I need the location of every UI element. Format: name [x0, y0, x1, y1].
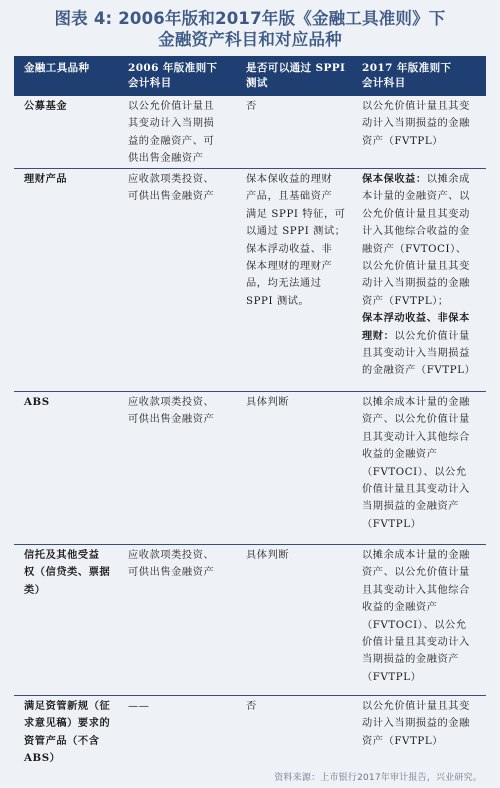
cell-line: 以公允价值计量且其变	[362, 701, 470, 712]
cell-line: 资产（FVTPL）	[362, 735, 443, 747]
cell-line: 资产（FVTPL）	[362, 135, 443, 147]
row-2006-account	[128, 171, 242, 206]
source-note: 资料来源：上市银行2017年审计报告，兴业研究。	[274, 773, 482, 783]
cell-line: 品，均无法通过	[246, 278, 322, 290]
cell-line: ——	[128, 701, 150, 712]
cell-line: 以通过 SPPI 测试；	[246, 226, 346, 238]
label-guaranteed: 保本保收益：	[362, 173, 427, 185]
cell-line: 类）	[24, 583, 46, 596]
cell-line: 应收款项类投资、	[128, 397, 215, 408]
cell-line: 以公允价值计量且	[128, 101, 215, 112]
cell-line: 应收款项类投资、	[128, 174, 215, 185]
cell-line: SPPI 测试。	[246, 295, 310, 307]
cell-line: 权（信贷类、票据	[24, 566, 111, 579]
table-row	[14, 392, 486, 545]
table-row	[14, 169, 486, 392]
row-sppi	[246, 171, 358, 310]
cell-line: 其变动计入当期损	[128, 118, 215, 130]
row-2006-account	[128, 98, 242, 168]
cell-line: （FVTOCI）、以公允	[362, 619, 467, 631]
row-instrument	[24, 547, 122, 599]
row-instrument	[24, 698, 122, 768]
header-instrument: 金融工具品种	[24, 62, 90, 74]
cell-line: 可供出售金融资产	[128, 567, 215, 579]
cell-line: 产品，且基础资产	[246, 191, 333, 203]
label-floating-2: 理财：	[362, 329, 395, 342]
cell-line: 以摊余成本计量的金融	[362, 550, 470, 561]
cell-text: 以摊余成	[426, 174, 470, 185]
cell-line: 具体判断	[246, 550, 290, 561]
table-row	[14, 545, 486, 696]
header-2006-line1: 2006 年版准则下	[128, 62, 218, 74]
cell-line: 益的金融资产、可	[128, 135, 215, 147]
cell-line: 融资产（FVTOCI）、	[362, 243, 467, 255]
cell-line: 保本保收益的理财	[246, 174, 333, 185]
figure-title	[0, 8, 500, 50]
header-2006-account	[128, 61, 242, 91]
cell-line: 资产（FVTPL）；	[362, 295, 449, 307]
row-2017-account	[362, 698, 484, 750]
cell-line: 且其变动计入其他综合	[362, 584, 470, 596]
header-2017-line1: 2017 年版准则下	[362, 62, 452, 74]
header-2006-line2: 会计科目	[128, 77, 172, 89]
header-sppi-line1: 是否可以通过 SPPI	[246, 62, 346, 74]
header-2017-account	[362, 61, 484, 91]
cell-line	[362, 328, 484, 345]
cell-line: 可供出售金融资产	[128, 414, 215, 426]
row-instrument	[24, 171, 122, 188]
cell-line: 公募基金	[24, 100, 68, 112]
row-2017-account	[362, 547, 484, 686]
figure-title-line2: 金融资产科目和对应品种	[158, 30, 342, 49]
cell-line: 否	[246, 701, 257, 712]
cell-line: 且其变动计入其他综合	[362, 431, 470, 443]
cell-line: 本计量的金融资产、以	[362, 191, 470, 203]
cell-line: （FVTPL）	[362, 518, 422, 530]
cell-line: 当期损益的金融资产	[362, 501, 460, 513]
cell-line: 理财产品	[24, 173, 68, 185]
cell-line: ABS）	[24, 752, 61, 765]
figure-title-line1: 图表 4: 2006年版和2017年版《金融工具准则》下	[54, 9, 446, 28]
row-2006-account	[128, 547, 242, 582]
cell-line: 公允价值计量且其变动	[362, 208, 470, 220]
cell-line: 当期损益的金融资产	[362, 654, 460, 666]
cell-line: 资管产品（不含	[24, 734, 100, 747]
cell-line: 价值计量且其变动计入	[362, 484, 470, 496]
table-row	[14, 96, 486, 169]
cell-line: 计入其他综合收益的金	[362, 226, 470, 238]
row-2006-account	[128, 394, 242, 429]
row-2006-account	[128, 698, 242, 715]
cell-line: 动计入当期损益的金融	[362, 718, 470, 730]
cell-line: 保本浮动收益、非	[246, 243, 333, 255]
table-row	[14, 696, 486, 766]
cell-line	[362, 171, 484, 188]
row-2017-account	[362, 98, 484, 150]
row-sppi	[246, 98, 358, 115]
cell-text: 以公允价值计量	[394, 330, 470, 342]
cell-line: 以公允价值计量且其变	[362, 101, 470, 112]
cell-line: 供出售金融资产	[128, 153, 204, 165]
cell-line: 信托及其他受益	[24, 549, 100, 561]
row-sppi	[246, 547, 358, 564]
cell-line: 应收款项类投资、	[128, 550, 215, 561]
cell-line: 以公允价值计量且其变	[362, 261, 470, 273]
cell-line: ABS	[24, 396, 50, 408]
cell-line: 收益的金融资产	[362, 602, 438, 614]
row-sppi	[246, 698, 358, 715]
cell-line: 动计入当期损益的金融	[362, 278, 470, 290]
cell-line: （FVTPL）	[362, 671, 422, 683]
cell-line: 以摊余成本计量的金融	[362, 397, 470, 408]
cell-line: 可供出售金融资产	[128, 191, 215, 203]
cell-line: 的金融资产（FVTPL）	[362, 365, 476, 377]
row-sppi	[246, 394, 358, 411]
table-header	[14, 56, 486, 96]
label-floating: 保本浮动收益、非保本	[362, 312, 470, 325]
row-instrument	[24, 394, 122, 411]
cell-line: 且其变动计入当期损益	[362, 348, 470, 360]
cell-line: 具体判断	[246, 397, 290, 408]
header-sppi	[246, 61, 358, 91]
cell-line: 保本理财的理财产	[246, 261, 333, 273]
cell-line: 否	[246, 101, 257, 112]
cell-line: 价值计量且其变动计入	[362, 637, 470, 649]
comparison-table	[14, 56, 486, 766]
header-sppi-line2: 测试	[246, 77, 268, 89]
row-2017-account	[362, 394, 484, 533]
cell-line: 动计入当期损益的金融	[362, 118, 470, 130]
cell-line: 求意见稿）要求的	[24, 717, 111, 730]
header-2017-line2: 会计科目	[362, 77, 406, 89]
row-2017-account	[362, 171, 484, 380]
cell-line: 资产、以公允价值计量	[362, 567, 470, 579]
cell-line: 资产、以公允价值计量	[362, 414, 470, 426]
cell-line: 满足 SPPI 特征，可	[246, 208, 346, 220]
cell-line: 满足资管新规（征	[24, 700, 111, 712]
row-instrument	[24, 98, 122, 115]
cell-line: 收益的金融资产	[362, 449, 438, 461]
cell-line: （FVTOCI）、以公允	[362, 466, 467, 478]
